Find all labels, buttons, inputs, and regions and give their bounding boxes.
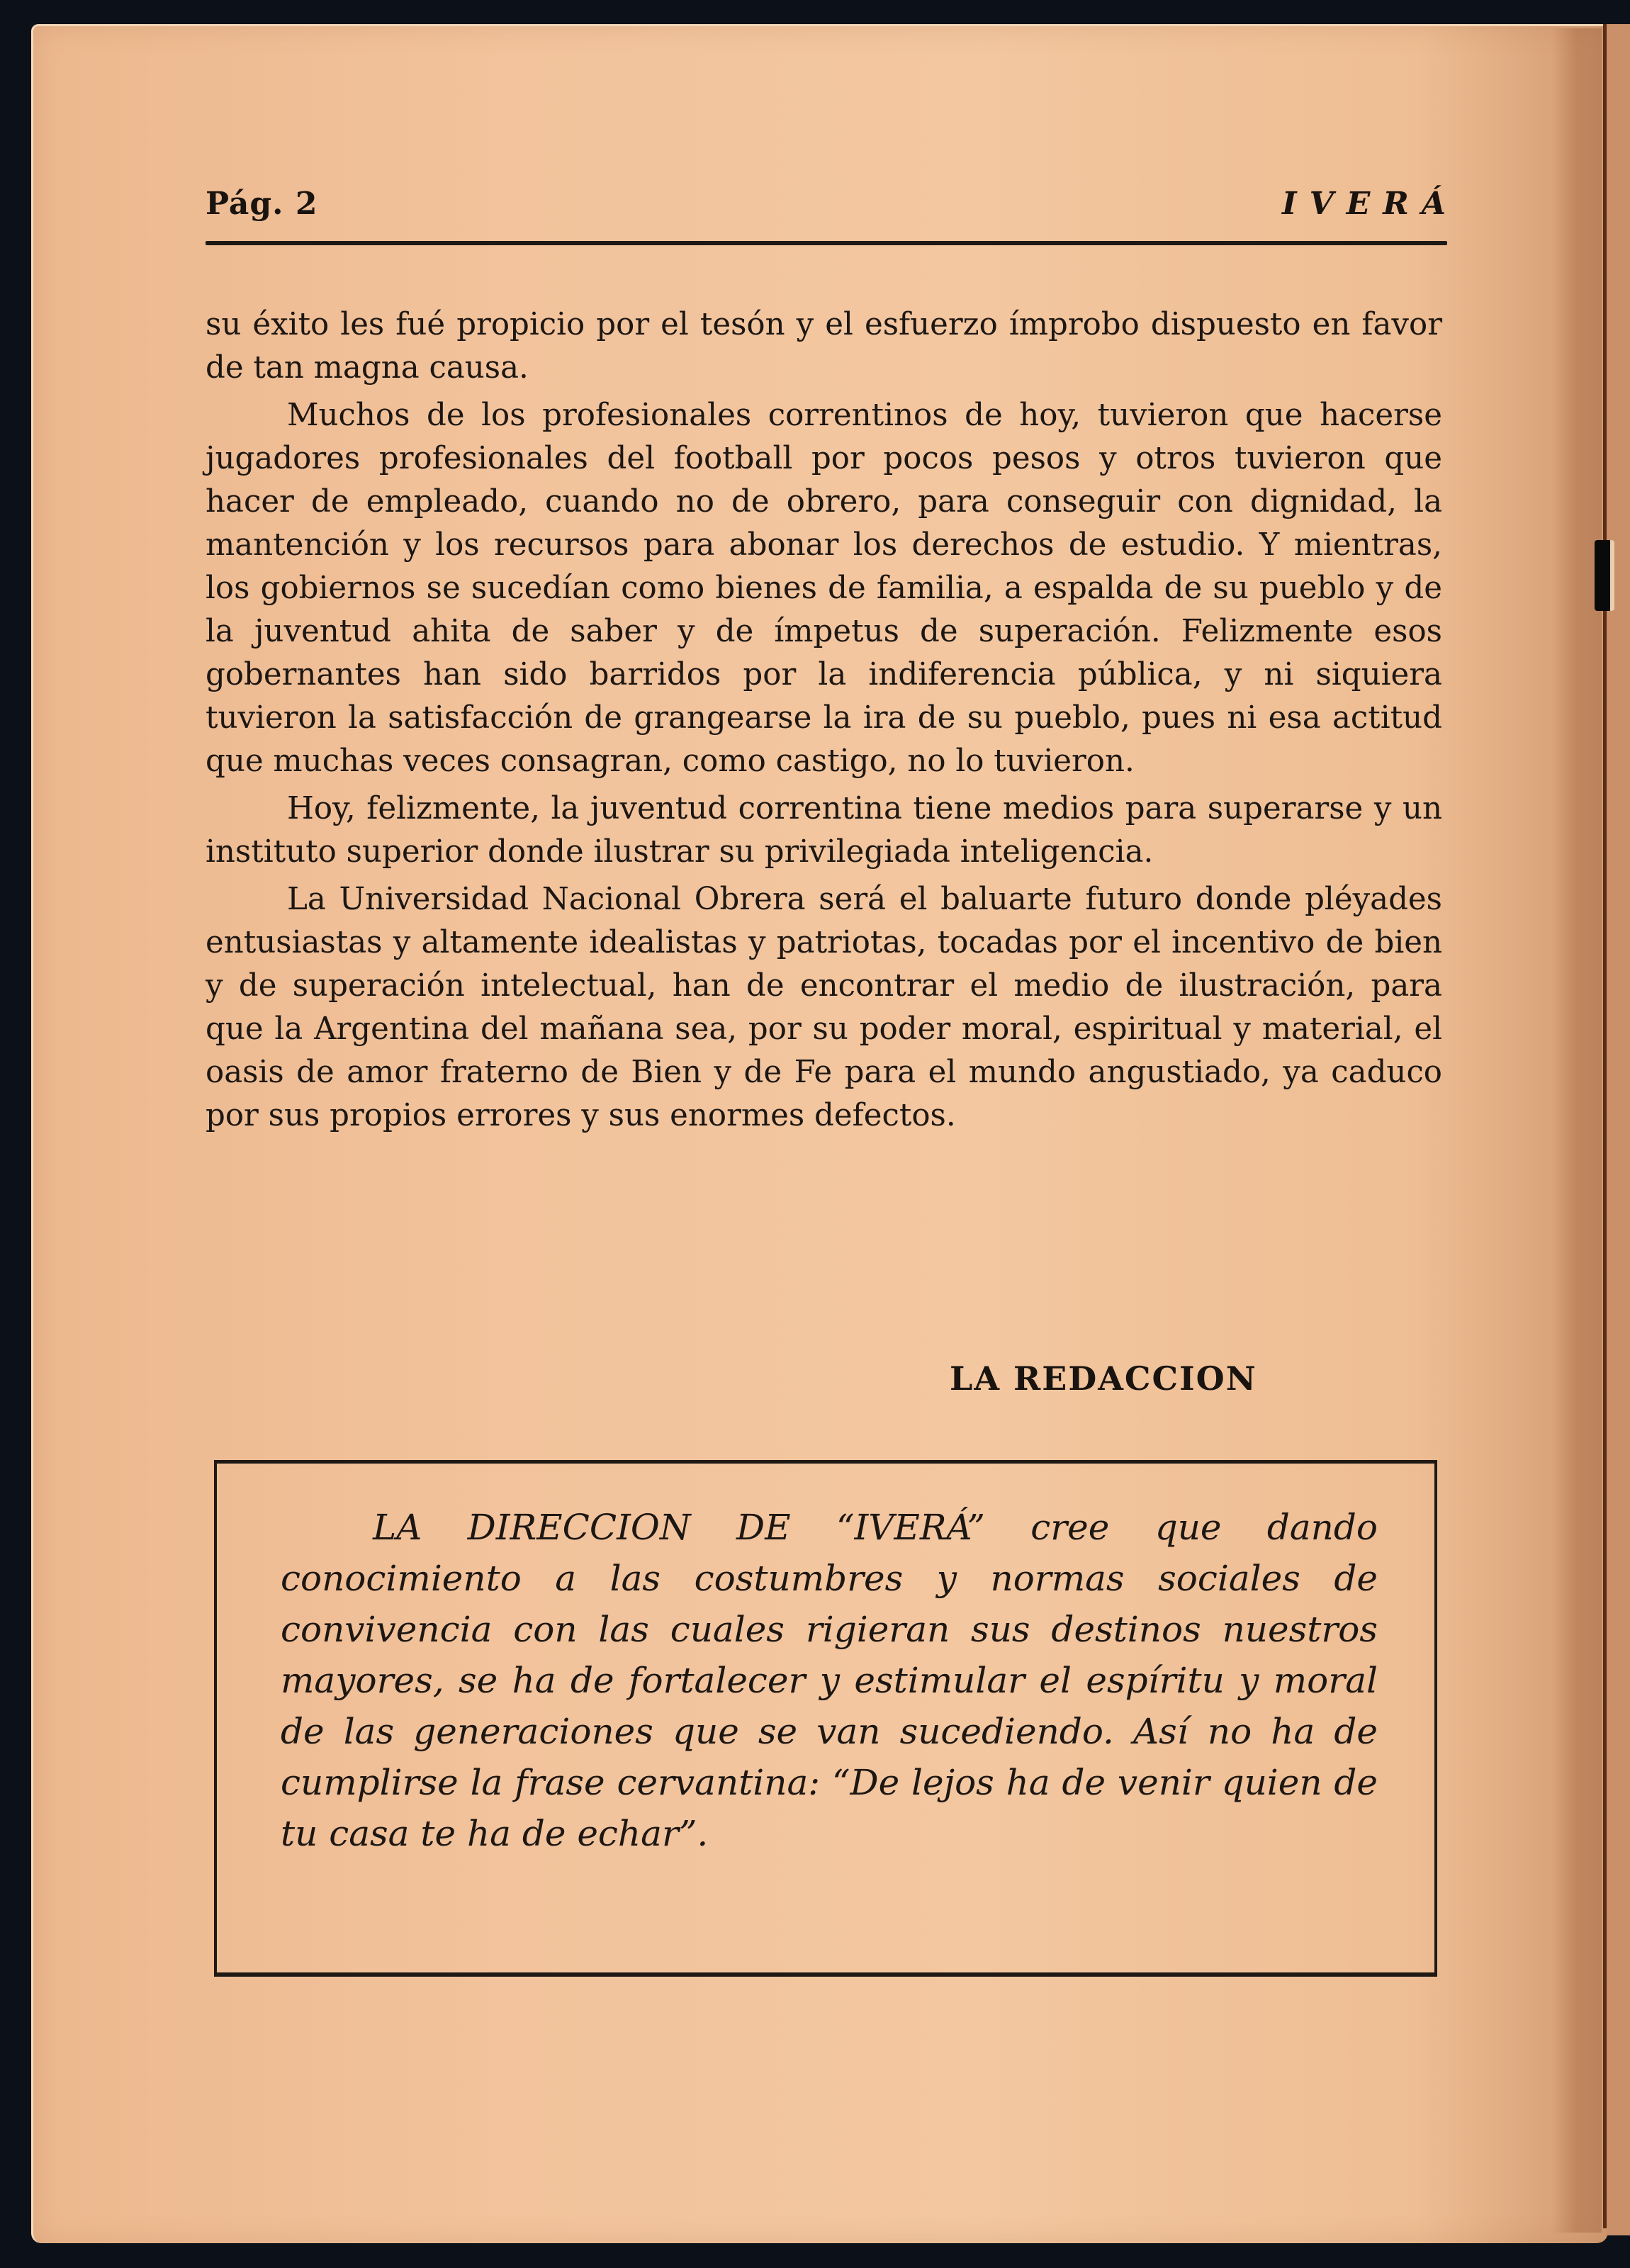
header-rule xyxy=(206,241,1447,245)
paragraph: Muchos de los profesionales correntinos de hoy, tuvieron que hacerse jugadores profesionales del football por pocos pesos y otros tuvieron que hacer de empleado, cuando no de obrero, para conseguir con dignidad, la mantención y los recursos para abonar los derechos de estudio. Y mientras, los gobiernos se sucedían como bienes de familia, a espalda de su pueblo y de la juventud ahita de saber y de ímpetus de superación. Felizmente esos gobernantes han sido barridos por la indiferencia pública, y ni siquiera tuvieron la satisfacción de grangearse la ira de su pueblo, pues ni esa actitud que muchas veces consagran, como castigo, no lo tuvieron. xyxy=(206,398,1442,779)
adjacent-page-edge xyxy=(1607,24,1630,2235)
gutter-stain xyxy=(1552,28,1602,2233)
paragraph: Hoy, felizmente, la juventud correntina tiene medios para superarse y un instituto superior donde ilustrar su privilegiada inteligencia. xyxy=(206,791,1442,870)
paragraph: La Universidad Nacional Obrera será el baluarte futuro donde pléyades entusiastas y altamente idealistas y patriotas, tocadas por el incentivo de bien y de superación intelectual, han de encontrar el medio de ilustración, para que la Argentina del mañana sea, por su poder moral, espiritual y material, el oasis de amor fraterno de Bien y de Fe para el mundo angustiado, ya caduco por sus propios errores y sus enormes defectos. xyxy=(206,882,1442,1133)
page-number: Pág. 2 xyxy=(206,186,318,222)
notice-box xyxy=(214,1460,1437,1977)
staple-mark xyxy=(1595,540,1614,611)
running-header xyxy=(206,186,1458,228)
article-signature: LA REDACCION xyxy=(950,1359,1257,1398)
notice-text: LA DIRECCION DE “IVERÁ” cree que dando conocimiento a las costumbres y normas sociales de convivencia con las cuales rigieran sus destinos nuestros mayores, se ha de fortalecer y estimular el espíritu y moral de las generaciones que se van sucediendo. Así no ha de cumplirse la frase cervantina: “De lejos ha de venir quien de tu casa te ha de echar”. xyxy=(281,1507,1378,1854)
article-body xyxy=(206,303,1442,1142)
journal-title: IVERÁ xyxy=(1282,186,1458,222)
paragraph: su éxito les fué propicio por el tesón y el esfuerzo ímprobo dispuesto en favor de tan magna causa. xyxy=(206,307,1442,386)
